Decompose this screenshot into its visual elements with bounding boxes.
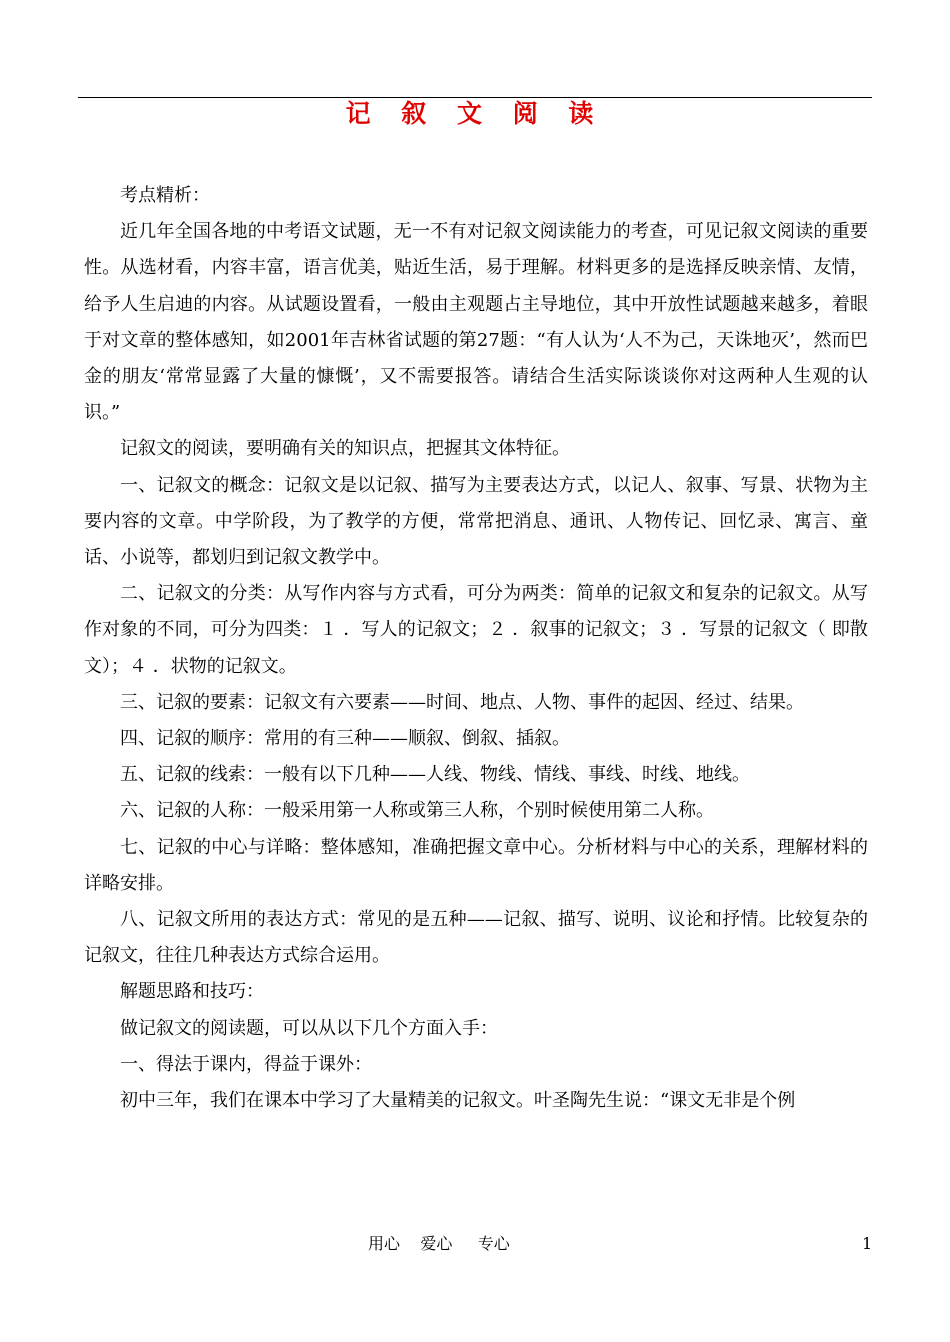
paragraph-approach: 做记叙文的阅读题，可以从以下几个方面入手： xyxy=(120,1017,498,1039)
paragraph-classification: 二、记叙文的分类：从写作内容与方式看，可分为两类：简单的记叙文和复杂的记叙文。从写作对象的不同，可分为四类：１ ．写人的记叙文；２ ．叙事的记叙文；３ ．写景的记叙文（ 即散文）；４ ．状物的记叙文。 xyxy=(84,583,868,677)
paragraph-elements: 三、记叙的要素：记叙文有六要素——时间、地点、人物、事件的起因、经过、结果。 xyxy=(120,691,804,713)
paragraph-intro: 近几年全国各地的中考语文试题，无一不有对记叙文阅读能力的考查，可见记叙文阅读的重要性。从选材看，内容丰富，语言优美，贴近生活，易于理解。材料更多的是选择反映亲情、友情，给予人生启迪的内容。从试题设置看，一般由主观题占主导地位，其中开放性试题越来越多，着眼于对文章的整体感知，如2001年吉林省试题的第27题：“有人认为‘人不为己，天诛地灭’，然而巴金的朋友‘常常显露了大量的慷慨’，又不需要报答。请结合生活实际谈谈你对这两种人生观的认识。” xyxy=(84,221,868,424)
paragraph-order: 四、记叙的顺序：常用的有三种——顺叙、倒叙、插叙。 xyxy=(120,728,570,750)
document-body xyxy=(84,178,868,1119)
paragraph-clues: 五、记叙的线索：一般有以下几种——人线、物线、情线、事线、时线、地线。 xyxy=(120,764,750,786)
paragraph-tip-one: 一、得法于课内，得益于课外： xyxy=(120,1053,372,1075)
paragraph-center-detail: 七、记叙的中心与详略：整体感知，准确把握文章中心。分析材料与中心的关系，理解材料的详略安排。 xyxy=(84,836,868,894)
paragraph-textbook: 初中三年，我们在课本中学习了大量精美的记叙文。叶圣陶先生说：“课文无非是个例 xyxy=(120,1090,796,1112)
footer-slogan: 用心 爱心 专心 xyxy=(368,1234,510,1253)
paragraph-concept: 一、记叙文的概念：记叙文是以记叙、描写为主要表达方式，以记人、叙事、写景、状物为主要内容的文章。中学阶段，为了教学的方便，常常把消息、通讯、人物传记、回忆录、寓言、童话、小说等，都划归到记叙文教学中。 xyxy=(84,474,868,569)
section-heading-key-points: 考点精析： xyxy=(120,185,210,206)
paragraph-person: 六、记叙的人称：一般采用第一人称或第三人称，个别时候使用第二人称。 xyxy=(120,800,714,822)
paragraph-expression: 八、记叙文所用的表达方式：常见的是五种——记叙、描写、说明、议论和抒情。比较复杂的记叙文，往往几种表达方式综合运用。 xyxy=(84,909,868,967)
page-number: 1 xyxy=(862,1234,873,1253)
paragraph-reading-guide: 记叙文的阅读，要明确有关的知识点，把握其文体特征。 xyxy=(120,438,570,460)
document-title: 记 叙 文 阅 读 xyxy=(345,99,605,128)
section-heading-techniques: 解题思路和技巧： xyxy=(120,981,264,1003)
